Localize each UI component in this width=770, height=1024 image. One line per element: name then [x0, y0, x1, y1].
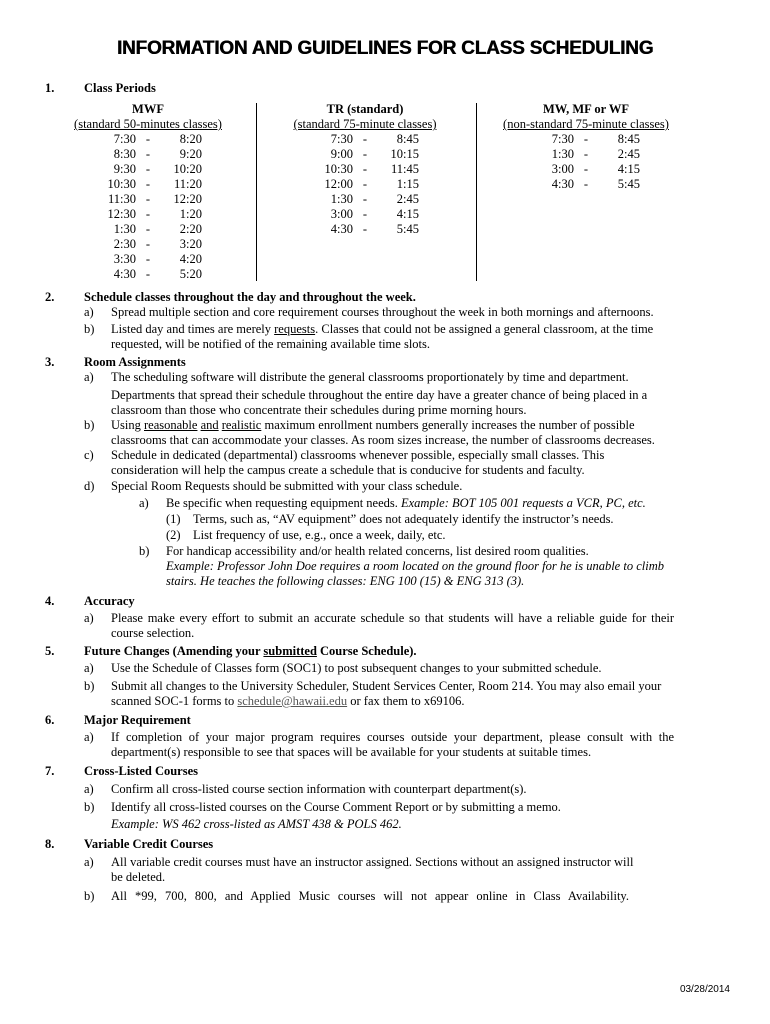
item-label: c) — [84, 448, 94, 462]
tr-column — [265, 102, 465, 237]
item-text: Terms, such as, “AV equipment” does not adequately identify the instructor’s needs. — [193, 512, 614, 526]
column-divider — [476, 103, 477, 281]
time-slot — [48, 147, 248, 162]
time-slot — [265, 132, 465, 147]
time-end: 1:20 — [179, 207, 202, 221]
time-end: 8:20 — [179, 132, 202, 146]
item-text: All *99, 700, 800, and Applied Music courses will not appear online in Class Availability. — [111, 889, 629, 903]
item-text: Confirm all cross-listed course section information with counterpart department(s). — [111, 782, 527, 796]
section-heading-variable-credit: Variable Credit Courses — [84, 837, 214, 851]
time-slot — [48, 207, 248, 222]
item-label: a) — [84, 730, 94, 744]
section-heading-schedule: Schedule classes throughout the day and throughout the week. — [84, 290, 416, 304]
email-link[interactable]: schedule@hawaii.edu — [237, 694, 348, 708]
time-dash: - — [145, 132, 151, 146]
time-slot — [48, 132, 248, 147]
time-dash: - — [583, 132, 589, 146]
time-dash: - — [145, 162, 151, 176]
time-start: 10:30 — [107, 177, 136, 191]
time-end: 8:45 — [617, 132, 640, 146]
time-start: 3:30 — [113, 252, 136, 266]
item-text: All variable credit courses must have an instructor assigned. Sections without an assigned instructor will be deleted. — [111, 855, 634, 884]
time-start: 3:00 — [330, 207, 353, 221]
time-start: 12:00 — [324, 177, 353, 191]
item-label: b) — [84, 889, 95, 903]
time-end: 5:20 — [179, 267, 202, 281]
column-heading: MWF — [132, 102, 164, 116]
time-start: 12:30 — [107, 207, 136, 221]
item-text: Using reasonable and realistic maximum enrollment numbers generally increases the number of possible classrooms that can accommodate your classes. As room sizes increase, the number of classrooms decreases. — [111, 418, 655, 447]
time-slot — [265, 222, 465, 237]
mw-mf-wf-column — [486, 102, 686, 192]
time-dash: - — [583, 147, 589, 161]
section-number: 4. — [45, 594, 55, 608]
item-label: a) — [84, 661, 94, 675]
time-slot — [48, 267, 248, 282]
section-number: 5. — [45, 644, 55, 658]
time-start: 1:30 — [551, 147, 574, 161]
item-text: The scheduling software will distribute the general classrooms proportionately by time and department. — [111, 370, 629, 384]
item-label: a) — [84, 855, 94, 869]
time-end: 4:20 — [179, 252, 202, 266]
time-slot — [265, 207, 465, 222]
section-heading-future-changes: Future Changes (Amending your submitted Course Schedule). — [84, 644, 417, 658]
item-text: Listed day and times are merely requests. Classes that could not be assigned a general classroom, at the time requested, will be notified of the remaining available time slots. — [111, 322, 654, 351]
time-dash: - — [145, 147, 151, 161]
time-dash: - — [145, 267, 151, 281]
time-dash: - — [145, 222, 151, 236]
time-slot — [48, 222, 248, 237]
time-dash: - — [145, 207, 151, 221]
section-number: 2. — [45, 290, 55, 304]
time-end: 2:45 — [396, 192, 419, 206]
item-label: b) — [139, 544, 150, 558]
time-end: 11:20 — [173, 177, 202, 191]
item-text: Schedule in dedicated (departmental) classrooms whenever possible, especially small classes. This consideration will help the campus create a schedule that is conducive for students and faculty. — [111, 448, 605, 477]
time-slot — [48, 192, 248, 207]
time-slot — [48, 162, 248, 177]
mwf-column — [48, 102, 248, 282]
time-slot — [486, 147, 686, 162]
item-text: If completion of your major program requires courses outside your department, please consult with the department(s) responsible to see that spaces will be available for your students at suitable times. — [111, 730, 674, 759]
item-text: List frequency of use, e.g., once a week, daily, etc. — [193, 528, 446, 542]
time-end: 8:45 — [396, 132, 419, 146]
time-start: 4:30 — [551, 177, 574, 191]
time-dash: - — [583, 177, 589, 191]
time-list — [486, 132, 686, 192]
time-dash: - — [362, 222, 368, 236]
item-label: b) — [84, 679, 95, 693]
item-label: a) — [139, 496, 149, 510]
section-number: 1. — [45, 81, 55, 95]
column-subheading: (standard 50-minutes classes) — [74, 117, 222, 131]
column-heading: MW, MF or WF — [542, 102, 630, 116]
item-text: Please make every effort to submit an accurate schedule so that students will have a reliable guide for their course selection. — [111, 611, 674, 640]
section-number: 8. — [45, 837, 55, 851]
time-slot — [265, 162, 465, 177]
time-start: 4:30 — [330, 222, 353, 236]
time-dash: - — [362, 132, 368, 146]
time-end: 1:15 — [396, 177, 419, 191]
section-heading-accuracy: Accuracy — [84, 594, 135, 608]
time-dash: - — [362, 177, 368, 191]
item-label: (2) — [166, 528, 181, 542]
time-end: 12:20 — [173, 192, 202, 206]
time-slot — [265, 177, 465, 192]
time-start: 4:30 — [113, 267, 136, 281]
time-start: 7:30 — [551, 132, 574, 146]
item-example: Example: WS 462 cross-listed as AMST 438 & POLS 462. — [111, 817, 402, 831]
item-text: Use the Schedule of Classes form (SOC1) to post subsequent changes to your submitted schedule. — [111, 661, 602, 675]
item-label: a) — [84, 782, 94, 796]
time-dash: - — [362, 207, 368, 221]
time-start: 8:30 — [113, 147, 136, 161]
time-start: 10:30 — [324, 162, 353, 176]
item-text: Identify all cross-listed courses on the Course Comment Report or by submitting a memo. — [111, 800, 561, 814]
time-dash: - — [362, 162, 368, 176]
time-end: 11:45 — [390, 162, 419, 176]
time-end: 2:45 — [617, 147, 640, 161]
time-start: 1:30 — [113, 222, 136, 236]
time-slot — [265, 147, 465, 162]
time-end: 2:20 — [179, 222, 202, 236]
footer-date: 03/28/2014 — [679, 984, 730, 995]
item-text: Be specific when requesting equipment needs. Example: BOT 105 001 requests a VCR, PC, etc. — [166, 496, 646, 510]
time-dash: - — [145, 237, 151, 251]
time-list — [265, 132, 465, 237]
column-subheading: (non-standard 75-minute classes) — [503, 117, 669, 131]
item-label: b) — [84, 418, 95, 432]
time-dash: - — [145, 177, 151, 191]
time-dash: - — [362, 192, 368, 206]
time-end: 10:20 — [173, 162, 202, 176]
time-slot — [48, 177, 248, 192]
item-label: d) — [84, 479, 95, 493]
section-heading-major-requirement: Major Requirement — [84, 713, 191, 727]
time-end: 4:15 — [617, 162, 640, 176]
section-number: 6. — [45, 713, 55, 727]
item-label: a) — [84, 370, 94, 384]
time-start: 9:30 — [113, 162, 136, 176]
time-end: 3:20 — [179, 237, 202, 251]
time-dash: - — [145, 192, 151, 206]
time-start: 2:30 — [113, 237, 136, 251]
time-slot — [48, 237, 248, 252]
time-start: 7:30 — [113, 132, 136, 146]
time-slot — [265, 192, 465, 207]
time-list — [48, 132, 248, 282]
item-label: b) — [84, 800, 95, 814]
section-heading-room-assignments: Room Assignments — [84, 355, 186, 369]
item-label: b) — [84, 322, 95, 336]
column-subheading: (standard 75-minute classes) — [293, 117, 437, 131]
time-start: 3:00 — [551, 162, 574, 176]
time-start: 9:00 — [330, 147, 353, 161]
item-label: a) — [84, 305, 94, 319]
page-title: INFORMATION AND GUIDELINES FOR CLASS SCHEDULING — [116, 38, 654, 59]
section-heading-class-periods: Class Periods — [84, 81, 156, 95]
time-slot — [486, 177, 686, 192]
time-slot — [48, 252, 248, 267]
time-slot — [486, 162, 686, 177]
item-text: For handicap accessibility and/or health related concerns, list desired room qualities. — [166, 544, 589, 558]
time-end: 9:20 — [179, 147, 202, 161]
section-number: 3. — [45, 355, 55, 369]
time-end: 10:15 — [390, 147, 419, 161]
item-label: (1) — [166, 512, 181, 526]
item-example: Example: Professor John Doe requires a room located on the ground floor for he is unable to climb stairs. He teaches the following classes: ENG 100 (15) & ENG 313 (3). — [166, 559, 664, 588]
section-number: 7. — [45, 764, 55, 778]
time-end: 4:15 — [396, 207, 419, 221]
item-text: Departments that spread their schedule throughout the entire day have a greater chance of being placed in a classroom than those who concentrate their schedules during prime morning hours. — [111, 388, 648, 417]
time-end: 5:45 — [396, 222, 419, 236]
time-dash: - — [583, 162, 589, 176]
time-slot — [486, 132, 686, 147]
time-start: 11:30 — [107, 192, 136, 206]
time-start: 1:30 — [330, 192, 353, 206]
item-text: Spread multiple section and core requirement courses throughout the week in both mornings and afternoons. — [111, 305, 654, 319]
item-label: a) — [84, 611, 94, 625]
item-text: Special Room Requests should be submitted with your class schedule. — [111, 479, 463, 493]
item-text: Submit all changes to the University Scheduler, Student Services Center, Room 214. You may also email your scanned SOC-1 forms to schedule@hawaii.edu or fax them to x69106. — [111, 679, 662, 708]
time-start: 7:30 — [330, 132, 353, 146]
time-dash: - — [362, 147, 368, 161]
column-heading: TR (standard) — [326, 102, 404, 116]
time-end: 5:45 — [617, 177, 640, 191]
time-dash: - — [145, 252, 151, 266]
section-heading-cross-listed: Cross-Listed Courses — [84, 764, 199, 778]
column-divider — [256, 103, 257, 281]
